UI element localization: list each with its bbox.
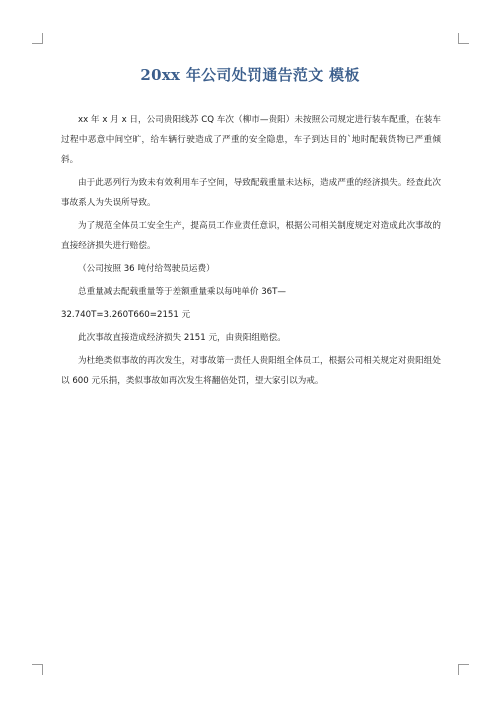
document-title: 20xx 年公司处罚通告范文 模板	[140, 66, 360, 84]
paragraph-penalty: 为杜绝类似事故的再次发生，对事故第一责任人贵阳组全体员工，根据公司相关规定对贵阳组处以 600 元乐捐，类似事故如再次发生将翻倍处罚，望大家引以为戒。	[61, 356, 441, 386]
paragraph-loss: 由于此恶列行为致未有效利用车子空间，导致配载重量未达标，造成严重的经济损失。经查此次事故系人为失误所导致。	[61, 178, 441, 208]
paragraph-formula-result: 32.740T=3.260T660=2151 元	[61, 310, 191, 320]
paragraph-incident: xx 年 x 月 x 日，公司贵阳线苏 CQ 车次（柳市—贵阳）未按照公司规定进行装车配重，在装车过程中恶意中间空旷，给车辆行驶造成了严重的安全隐患，车子到达目的`地时配载货物已严重倾斜。	[61, 115, 441, 165]
corner-mark-top-right	[458, 33, 469, 44]
corner-mark-top-left	[32, 33, 43, 44]
paragraph-loss-amount: 此次事故直接造成经济损失 2151 元，由贵阳组赔偿。	[78, 333, 286, 343]
corner-mark-bottom-left	[32, 664, 43, 675]
paragraph-formula: 总重量减去配载重量等于差额重量乘以每吨单价 36T—	[78, 287, 286, 297]
paragraph-freight-note: （公司按照 36 吨付给驾驶员运费）	[78, 264, 215, 274]
corner-mark-bottom-right	[458, 664, 469, 675]
paragraph-compensation: 为了规范全体员工安全生产，提高员工作业责任意识，根据公司相关制度规定对造成此次事故的直接经济损失进行赔偿。	[61, 221, 441, 251]
document-body	[61, 110, 441, 394]
